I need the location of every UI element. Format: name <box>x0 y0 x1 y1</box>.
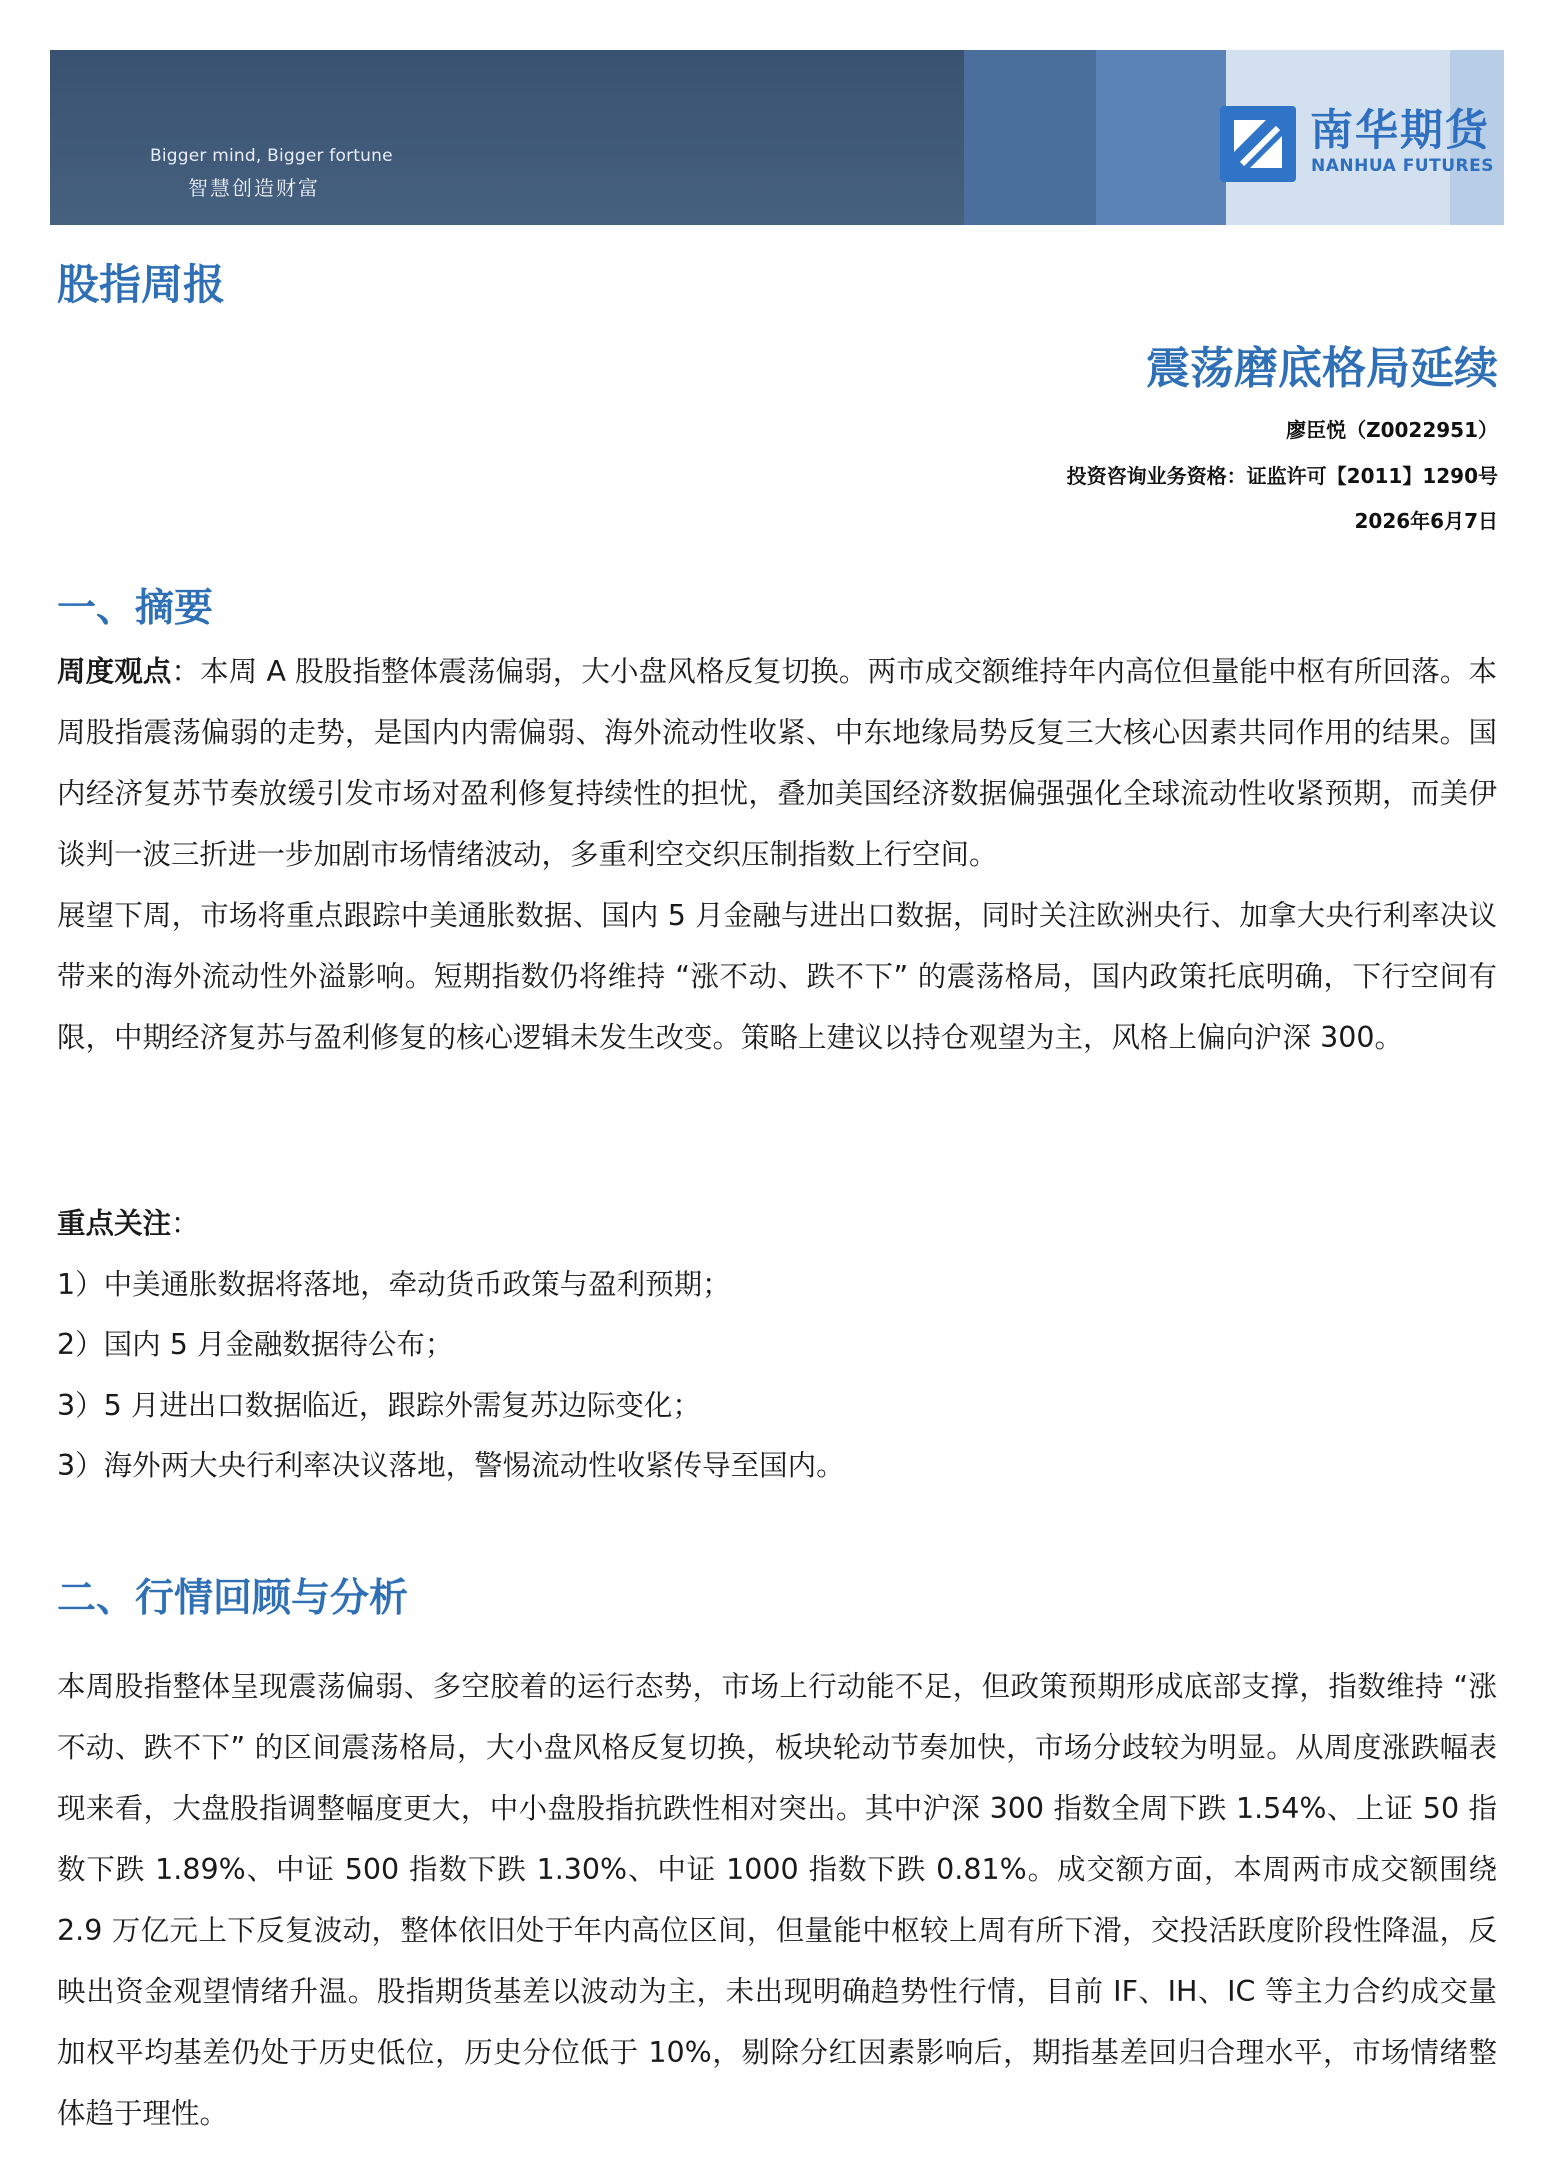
market-review-paragraph: 本周股指整体呈现震荡偏弱、多空胶着的运行态势，市场上行动能不足，但政策预期形成底部支撑，指数维持 “涨不动、跌不下” 的区间震荡格局，大小盘风格反复切换，板块轮动节奏加快，市场分歧较为明显。从周度涨跌幅表现来看，大盘股指调整幅度更大，中小盘股指抗跌性相对突出。其中沪深 300 指数全周下跌 1.54%、上证 50 指数下跌 1.89%、中证 500 指数下跌 1.30%、中证 1000 指数下跌 0.81%。成交额方面，本周两市成交额围绕 2.9 万亿元上下反复波动，整体依旧处于年内高位区间，但量能中枢较上周有所下滑，交投活跃度阶段性降温，反映出资金观望情绪升温。股指期货基差以波动为主，未出现明确趋势性行情，目前 IF、IH、IC 等主力合约成交量加权平均基差仍处于历史低位，历史分位低于 10%，剔除分红因素影响后，期指基差回归合理水平，市场情绪整体趋于理性。 <box>57 1670 1497 2130</box>
logo-text-chinese: 南华期货 <box>1310 106 1490 156</box>
focus-colon: ： <box>171 1207 200 1240</box>
focus-item: 3）5 月进出口数据临近，跟踪外需复苏边际变化； <box>57 1389 701 1422</box>
focus-item: 1）中美通胀数据将落地，牵动货币政策与盈利预期； <box>57 1268 731 1301</box>
weekly-view-text: ：本周 A 股股指整体震荡偏弱，大小盘风格反复切换。两市成交额维持年内高位但量能中枢有所回落。本周股指震荡偏弱的走势，是国内内需偏弱、海外流动性收紧、中东地缘局势反复三大核心因素共同作用的结果。国内经济复苏节奏放缓引发市场对盈利修复持续性的担忧，叠加美国经济数据偏强强化全球流动性收紧预期，而美伊谈判一波三折进一步加剧市场情绪波动，多重利空交织压制指数上行空间。 <box>57 655 1497 871</box>
focus-label: 重点关注 <box>57 1207 172 1240</box>
header-banner <box>50 50 1504 225</box>
nanhua-logo-icon <box>1220 106 1296 182</box>
logo-text-english: NANHUA FUTURES <box>1311 156 1494 176</box>
focus-item: 2）国内 5 月金融数据待公布； <box>57 1328 454 1361</box>
report-date: 2026年6月7日 <box>1354 509 1498 533</box>
banner-stripe <box>964 50 1096 225</box>
qualification: 投资咨询业务资格：证监许可【2011】1290号 <box>1066 464 1498 488</box>
weekly-view-label: 周度观点 <box>57 655 172 688</box>
outlook-paragraph: 展望下周，市场将重点跟踪中美通胀数据、国内 5 月金融与进出口数据，同时关注欧洲央行、加拿大央行利率决议带来的海外流动性外溢影响。短期指数仍将维持 “涨不动、跌不下” 的震荡格局，国内政策托底明确，下行空间有限，中期经济复苏与盈利修复的核心逻辑未发生改变。策略上建议以持仓观望为主，风格上偏向沪深 300。 <box>57 899 1497 1054</box>
report-type: 股指周报 <box>57 260 226 309</box>
author: 廖臣悦（Z0022951） <box>1286 418 1498 442</box>
banner-stripe <box>1096 50 1226 225</box>
focus-item: 3）海外两大央行利率决议落地，警惕流动性收紧传导至国内。 <box>57 1449 845 1482</box>
focus-label-line <box>57 1193 200 1254</box>
report-title: 震荡磨底格局延续 <box>1146 343 1498 394</box>
slogan-chinese: 智慧创造财富 <box>188 176 320 200</box>
section-heading-summary: 一、摘要 <box>57 586 214 631</box>
weekly-view-paragraph <box>57 641 1497 885</box>
slogan-english: Bigger mind, Bigger fortune <box>150 146 393 166</box>
section-heading-review: 二、行情回顾与分析 <box>57 1576 409 1621</box>
